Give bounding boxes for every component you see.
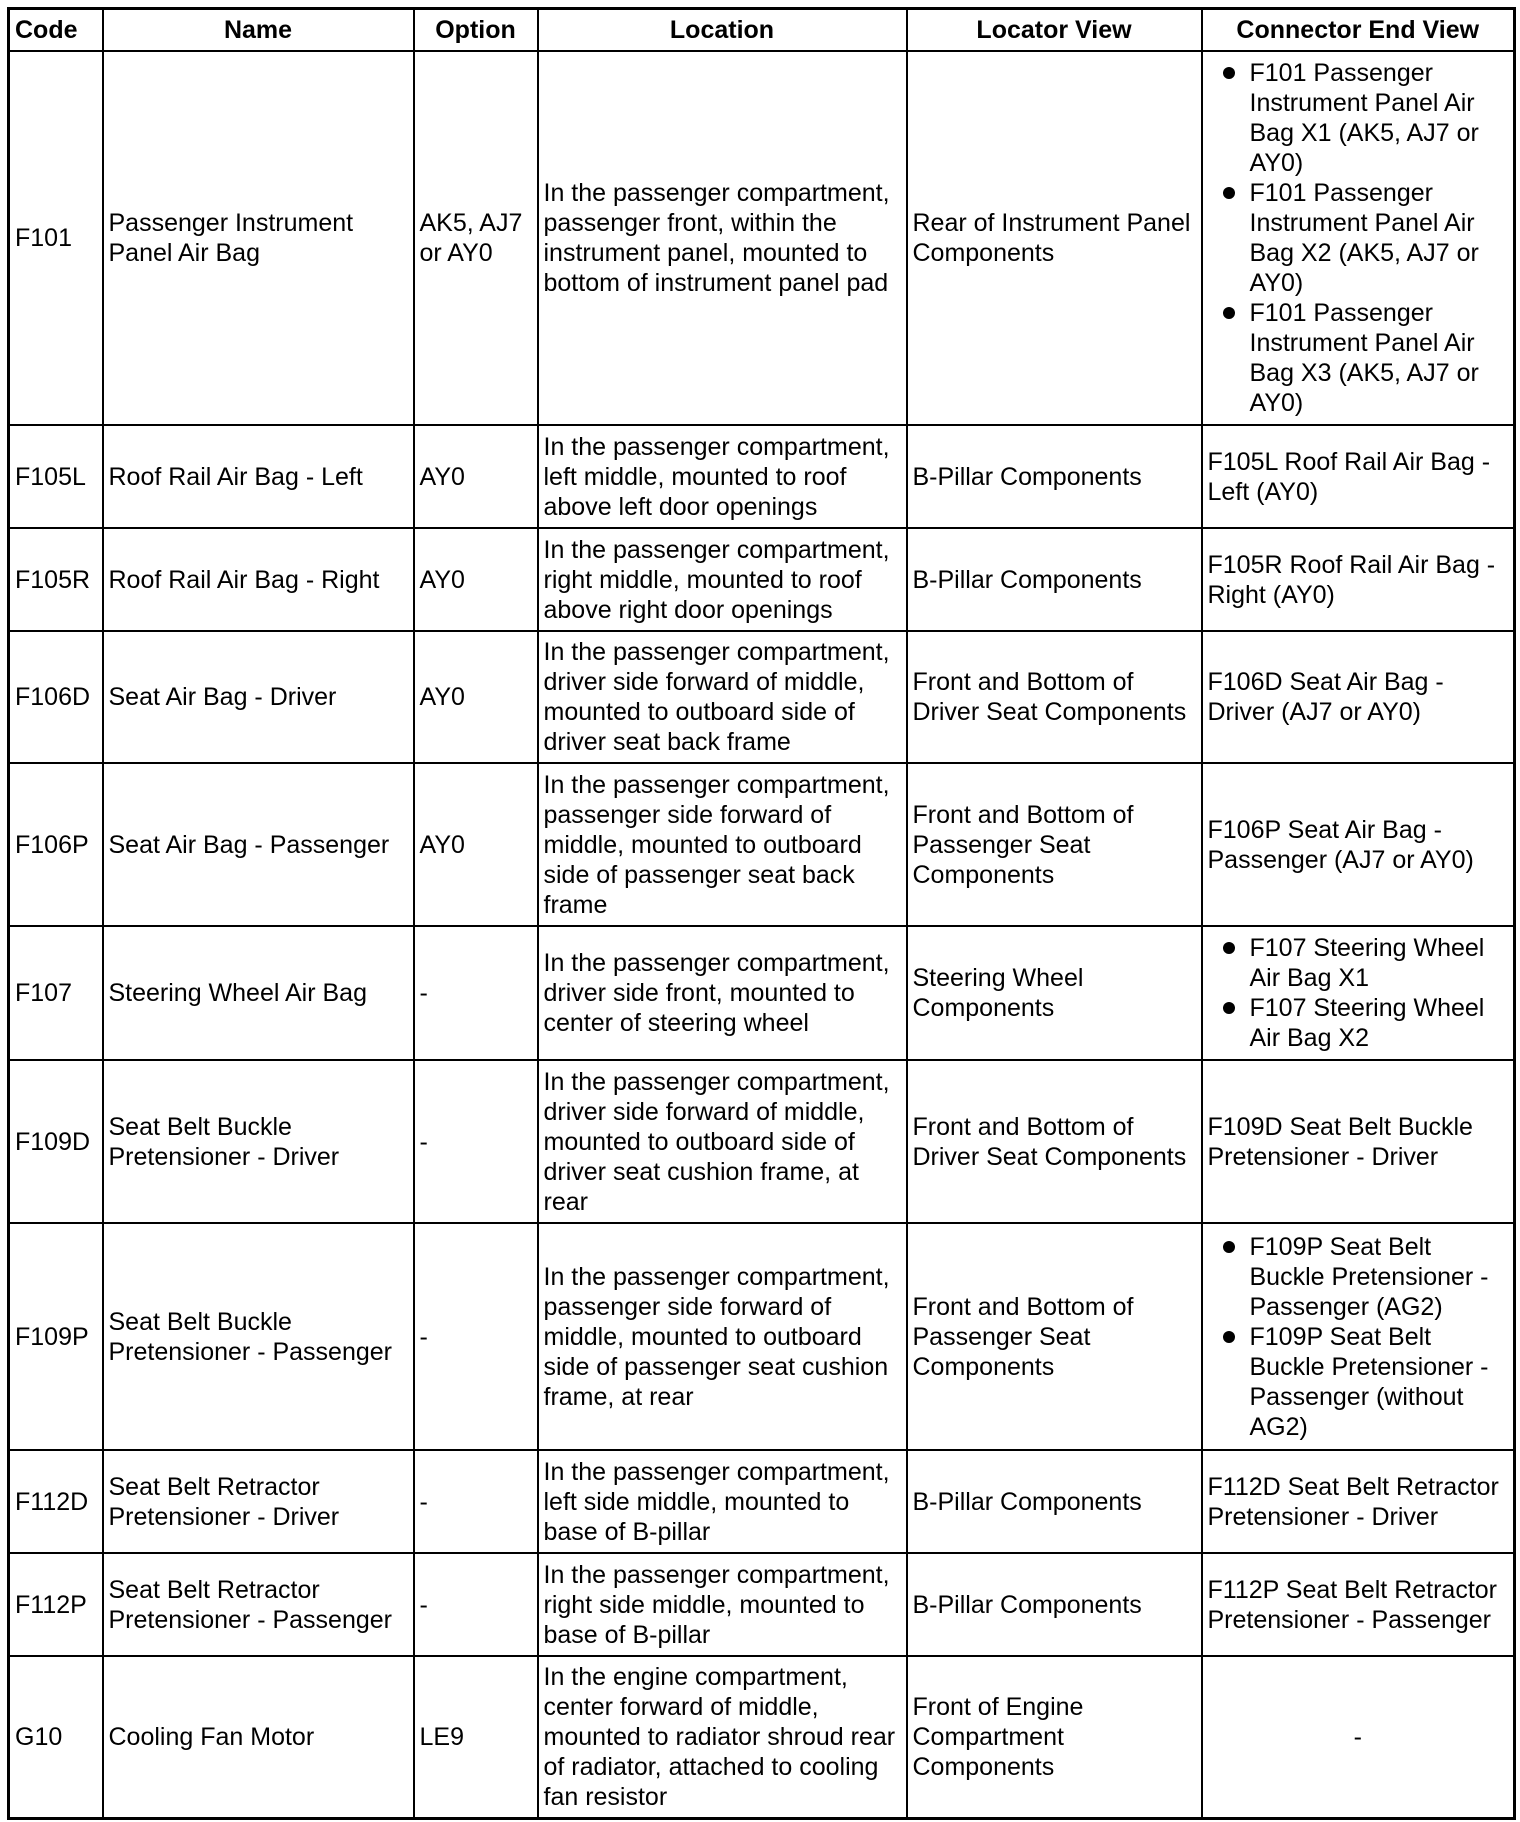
table-row — [9, 631, 1515, 763]
name-cell: Seat Belt Buckle Pretensioner - Driver — [103, 1060, 414, 1223]
option-cell: - — [414, 1223, 538, 1450]
option-cell: - — [414, 926, 538, 1060]
location-cell: In the passenger compartment, passenger side forward of middle, mounted to outboard side of passenger seat back frame — [538, 763, 907, 926]
code-cell: F112P — [9, 1553, 103, 1656]
table-row — [9, 51, 1515, 425]
location-cell: In the passenger compartment, left side middle, mounted to base of B-pillar — [538, 1450, 907, 1553]
option-cell: - — [414, 1060, 538, 1223]
location-cell: In the passenger compartment, driver side forward of middle, mounted to outboard side of driver seat back frame — [538, 631, 907, 763]
connector-list-item: F101 Passenger Instrument Panel Air Bag X3 (AK5, AJ7 or AY0) — [1250, 298, 1509, 418]
code-cell: F106D — [9, 631, 103, 763]
locator-view-cell: B-Pillar Components — [907, 1553, 1202, 1656]
locator-view-cell: Front and Bottom of Driver Seat Components — [907, 631, 1202, 763]
locator-view-cell: Steering Wheel Components — [907, 926, 1202, 1060]
connector-list-item: F101 Passenger Instrument Panel Air Bag X2 (AK5, AJ7 or AY0) — [1250, 178, 1509, 298]
table-row — [9, 1060, 1515, 1223]
table-row — [9, 1450, 1515, 1553]
connector-list-item: F107 Steering Wheel Air Bag X1 — [1250, 933, 1509, 993]
component-locator-table — [7, 7, 1516, 1820]
locator-view-cell: Front and Bottom of Passenger Seat Components — [907, 763, 1202, 926]
connector-end-view-cell — [1202, 926, 1515, 1060]
table-row — [9, 763, 1515, 926]
table-row — [9, 1553, 1515, 1656]
locator-view-cell: B-Pillar Components — [907, 1450, 1202, 1553]
connector-end-view-cell: F106P Seat Air Bag - Passenger (AJ7 or AY0) — [1202, 763, 1515, 926]
connector-end-view-cell: F109D Seat Belt Buckle Pretensioner - Driver — [1202, 1060, 1515, 1223]
option-cell: AY0 — [414, 425, 538, 528]
option-cell: AY0 — [414, 763, 538, 926]
name-cell: Roof Rail Air Bag - Left — [103, 425, 414, 528]
connector-list-item: F109P Seat Belt Buckle Pretensioner - Passenger (AG2) — [1250, 1232, 1509, 1322]
location-cell: In the passenger compartment, left middle, mounted to roof above left door openings — [538, 425, 907, 528]
connector-end-view-cell: F105R Roof Rail Air Bag - Right (AY0) — [1202, 528, 1515, 631]
option-cell: - — [414, 1450, 538, 1553]
name-cell: Seat Belt Retractor Pretensioner - Passenger — [103, 1553, 414, 1656]
code-cell: G10 — [9, 1656, 103, 1818]
code-cell: F109P — [9, 1223, 103, 1450]
name-cell: Passenger Instrument Panel Air Bag — [103, 51, 414, 425]
connector-end-view-cell: F112D Seat Belt Retractor Pretensioner - Driver — [1202, 1450, 1515, 1553]
location-cell: In the passenger compartment, driver side forward of middle, mounted to outboard side of driver seat cushion frame, at rear — [538, 1060, 907, 1223]
code-cell: F106P — [9, 763, 103, 926]
column-header-name: Name — [103, 9, 414, 52]
connector-end-view-cell: F105L Roof Rail Air Bag - Left (AY0) — [1202, 425, 1515, 528]
code-cell: F109D — [9, 1060, 103, 1223]
column-header-locator-view: Locator View — [907, 9, 1202, 52]
location-cell: In the engine compartment, center forward of middle, mounted to radiator shroud rear of radiator, attached to cooling fan resistor — [538, 1656, 907, 1818]
column-header-location: Location — [538, 9, 907, 52]
locator-view-cell: Front of Engine Compartment Components — [907, 1656, 1202, 1818]
code-cell: F112D — [9, 1450, 103, 1553]
location-cell: In the passenger compartment, right middle, mounted to roof above right door openings — [538, 528, 907, 631]
connector-list-item: F109P Seat Belt Buckle Pretensioner - Passenger (without AG2) — [1250, 1322, 1509, 1442]
locator-view-cell: Front and Bottom of Passenger Seat Components — [907, 1223, 1202, 1450]
location-cell: In the passenger compartment, passenger side forward of middle, mounted to outboard side of passenger seat cushion frame, at rear — [538, 1223, 907, 1450]
name-cell: Seat Belt Retractor Pretensioner - Driver — [103, 1450, 414, 1553]
column-header-option: Option — [414, 9, 538, 52]
code-cell: F107 — [9, 926, 103, 1060]
name-cell: Steering Wheel Air Bag — [103, 926, 414, 1060]
connector-list — [1208, 933, 1509, 1053]
table-row — [9, 1223, 1515, 1450]
table-row — [9, 425, 1515, 528]
connector-end-view-cell: - — [1202, 1656, 1515, 1818]
column-header-connector-end-view: Connector End View — [1202, 9, 1515, 52]
table-row — [9, 926, 1515, 1060]
connector-end-view-cell — [1202, 51, 1515, 425]
connector-list — [1208, 1232, 1509, 1442]
name-cell: Seat Air Bag - Driver — [103, 631, 414, 763]
locator-view-cell: Front and Bottom of Driver Seat Components — [907, 1060, 1202, 1223]
locator-view-cell: Rear of Instrument Panel Components — [907, 51, 1202, 425]
code-cell: F105R — [9, 528, 103, 631]
connector-list-item: F107 Steering Wheel Air Bag X2 — [1250, 993, 1509, 1053]
table-row — [9, 528, 1515, 631]
connector-end-view-cell: F112P Seat Belt Retractor Pretensioner - Passenger — [1202, 1553, 1515, 1656]
header-row — [9, 9, 1515, 52]
location-cell: In the passenger compartment, right side middle, mounted to base of B-pillar — [538, 1553, 907, 1656]
connector-end-view-cell — [1202, 1223, 1515, 1450]
connector-list — [1208, 58, 1509, 418]
option-cell: AK5, AJ7 or AY0 — [414, 51, 538, 425]
code-cell: F105L — [9, 425, 103, 528]
option-cell: AY0 — [414, 528, 538, 631]
location-cell: In the passenger compartment, passenger front, within the instrument panel, mounted to bottom of instrument panel pad — [538, 51, 907, 425]
option-cell: - — [414, 1553, 538, 1656]
connector-list-item: F101 Passenger Instrument Panel Air Bag X1 (AK5, AJ7 or AY0) — [1250, 58, 1509, 178]
name-cell: Seat Belt Buckle Pretensioner - Passenger — [103, 1223, 414, 1450]
locator-view-cell: B-Pillar Components — [907, 528, 1202, 631]
table-row — [9, 1656, 1515, 1818]
option-cell: AY0 — [414, 631, 538, 763]
name-cell: Cooling Fan Motor — [103, 1656, 414, 1818]
connector-end-view-cell: F106D Seat Air Bag - Driver (AJ7 or AY0) — [1202, 631, 1515, 763]
locator-view-cell: B-Pillar Components — [907, 425, 1202, 528]
name-cell: Roof Rail Air Bag - Right — [103, 528, 414, 631]
code-cell: F101 — [9, 51, 103, 425]
column-header-code: Code — [9, 9, 103, 52]
option-cell: LE9 — [414, 1656, 538, 1818]
name-cell: Seat Air Bag - Passenger — [103, 763, 414, 926]
location-cell: In the passenger compartment, driver side front, mounted to center of steering wheel — [538, 926, 907, 1060]
